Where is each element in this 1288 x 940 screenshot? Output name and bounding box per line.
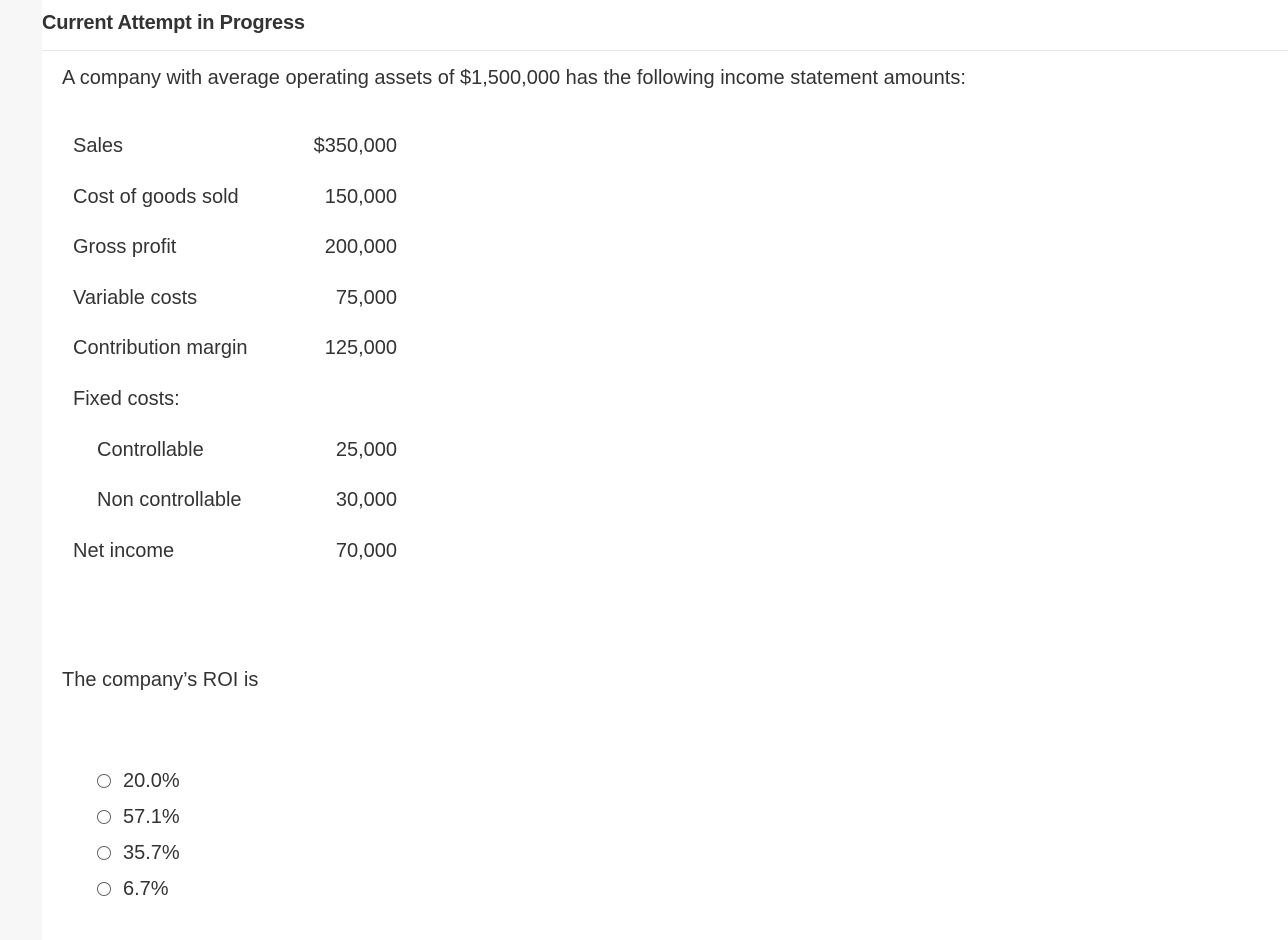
row-amount: 150,000 xyxy=(324,185,397,208)
radio-button[interactable] xyxy=(97,774,111,788)
row-label: Controllable xyxy=(97,438,204,461)
choice-label[interactable]: 6.7% xyxy=(123,878,169,900)
row-label: Contribution margin xyxy=(73,337,248,360)
left-gutter xyxy=(0,0,42,940)
radio-button[interactable] xyxy=(97,846,111,860)
row-amount: 125,000 xyxy=(324,337,397,360)
table-row xyxy=(73,477,403,528)
choice-label[interactable]: 20.0% xyxy=(123,770,180,792)
row-amount: 75,000 xyxy=(335,286,397,309)
row-amount: 200,000 xyxy=(324,236,397,259)
choice-label[interactable]: 35.7% xyxy=(123,842,180,864)
table-row xyxy=(73,123,403,174)
row-label: Fixed costs: xyxy=(73,387,180,410)
income-statement-table xyxy=(73,123,403,578)
table-row xyxy=(73,427,403,478)
header-divider xyxy=(42,50,1288,51)
row-label: Non controllable xyxy=(97,489,242,512)
attempt-status-header: Current Attempt in Progress xyxy=(42,12,305,34)
row-label: Sales xyxy=(73,135,124,157)
radio-button[interactable] xyxy=(97,882,111,896)
radio-button[interactable] xyxy=(97,810,111,824)
table-row xyxy=(73,376,403,427)
row-label: Gross profit xyxy=(73,236,177,259)
row-label: Net income xyxy=(73,539,175,562)
row-amount: 25,000 xyxy=(335,438,397,461)
roi-prompt: The company’s ROI is xyxy=(62,669,259,691)
table-row xyxy=(73,174,403,225)
choice-label[interactable]: 57.1% xyxy=(123,806,180,828)
question-intro: A company with average operating assets of $1,500,000 has the following income statement amounts: xyxy=(62,67,966,89)
row-amount: $350,000 xyxy=(313,135,397,157)
table-row xyxy=(73,275,403,326)
row-label: Variable costs xyxy=(73,286,198,309)
question-page xyxy=(42,0,1288,940)
table-row xyxy=(73,224,403,275)
table-row xyxy=(73,325,403,376)
row-label: Cost of goods sold xyxy=(73,185,239,208)
table-row xyxy=(73,528,403,579)
row-amount: 30,000 xyxy=(335,489,397,512)
row-amount: 70,000 xyxy=(335,539,397,562)
